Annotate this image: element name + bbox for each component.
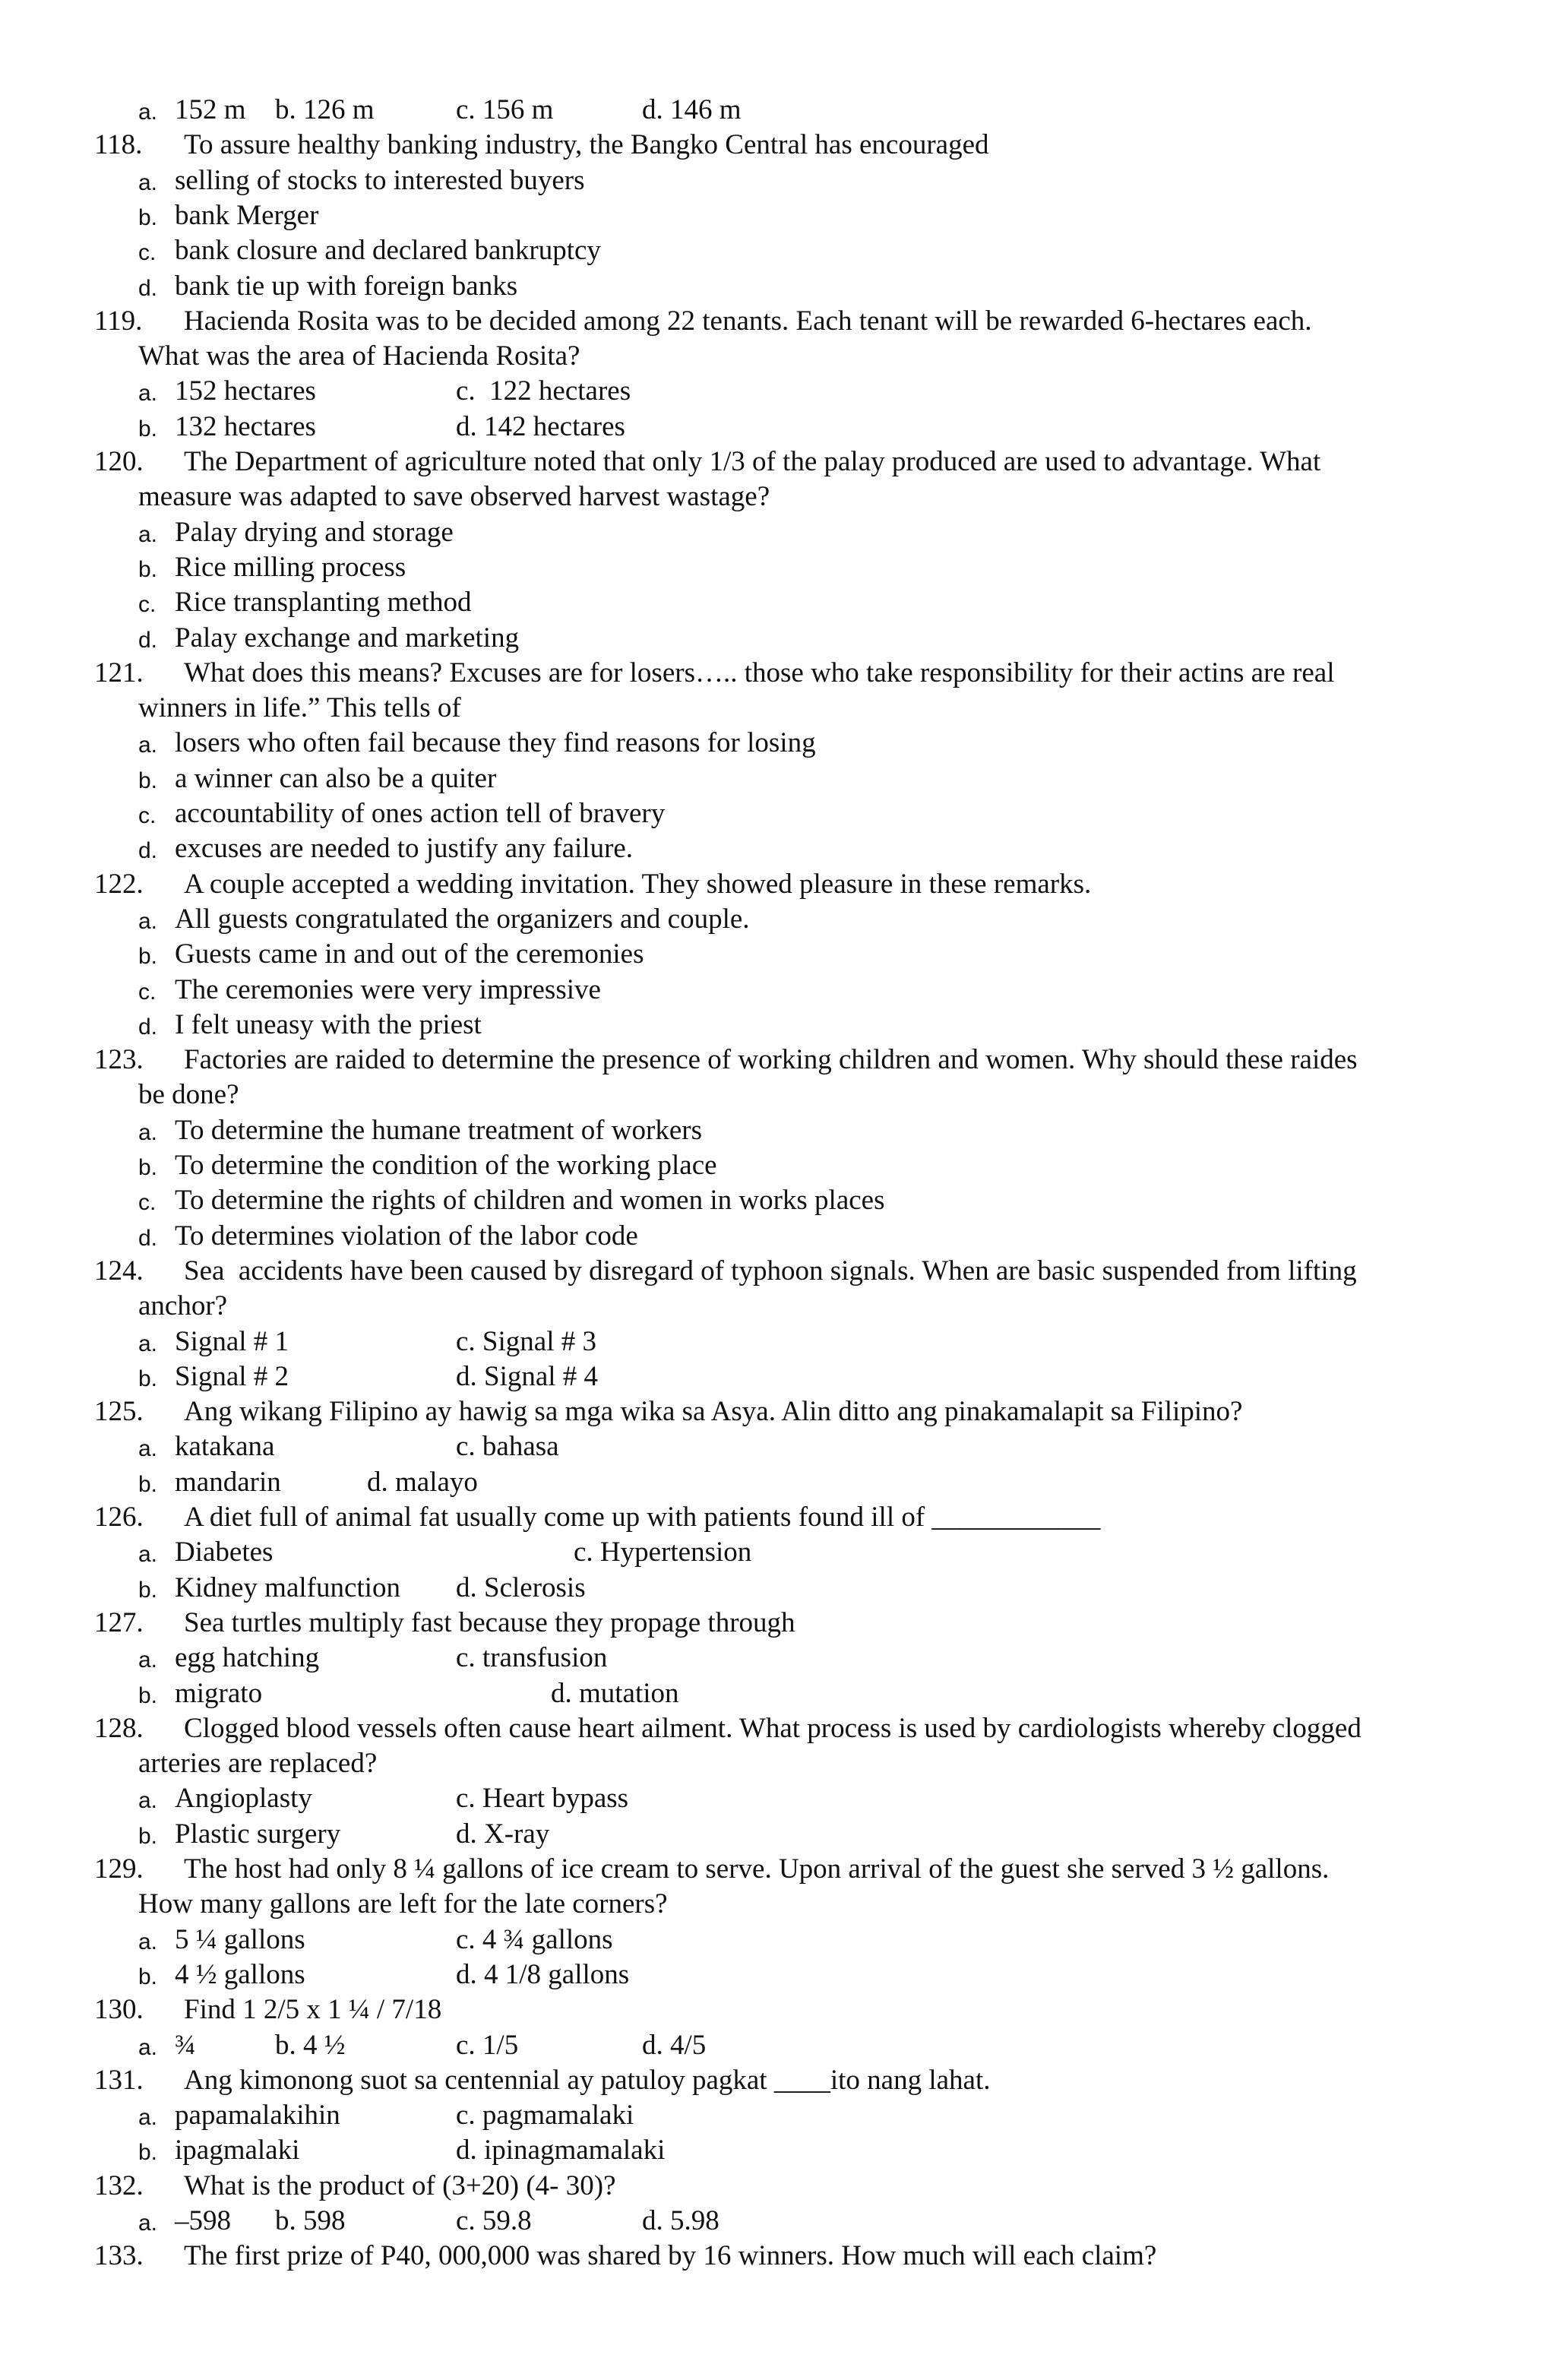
choice-text: Kidney malfunction [175, 1572, 400, 1603]
choice-text: migrato [175, 1678, 263, 1709]
question-line [0, 1992, 1556, 2027]
choice-text: ipagmalaki [175, 2135, 300, 2166]
choice-text: –598 [175, 2205, 231, 2236]
question-line [0, 1852, 1556, 1887]
question-line [0, 445, 1556, 479]
answer-choice-line [0, 1219, 1556, 1254]
choice-text: Diabetes [175, 1537, 274, 1568]
choice-letter: a. [138, 381, 158, 406]
choice-text: c. 4 ¾ gallons [456, 1924, 613, 1955]
question-line [0, 304, 1556, 339]
question-line [0, 1043, 1556, 1078]
answer-choice-line [0, 2028, 1556, 2063]
choice-letter: a. [138, 1929, 158, 1954]
answer-choice-line [0, 937, 1556, 972]
question-text: arteries are replaced? [138, 1748, 378, 1779]
choice-letter: b. [138, 1964, 158, 1989]
choice-letter: b. [138, 416, 158, 442]
choice-letter: c. [138, 980, 157, 1005]
choice-letter: c. [138, 592, 157, 617]
question-text: Clogged blood vessels often cause heart ailment. What process is used by cardiologists whereby clogged [184, 1713, 1362, 1744]
question-text: measure was adapted to save observed harvest wastage? [138, 481, 770, 512]
question-text: anchor? [138, 1290, 228, 1321]
choice-text: b. 126 m [275, 94, 375, 125]
question-line [0, 656, 1556, 691]
question-number: 123. [94, 1044, 144, 1075]
answer-choice-line [0, 973, 1556, 1008]
question-number: 121. [94, 657, 144, 688]
choice-text: I felt uneasy with the priest [175, 1009, 482, 1040]
answer-choice-line [0, 410, 1556, 445]
question-number: 124. [94, 1255, 144, 1287]
choice-text: d. malayo [367, 1467, 478, 1498]
choice-letter: d. [138, 838, 158, 863]
choice-text: c. transfusion [456, 1642, 608, 1673]
question-continuation [0, 1746, 1556, 1781]
question-continuation [0, 339, 1556, 374]
question-number: 127. [94, 1607, 144, 1638]
answer-choice-line [0, 1641, 1556, 1676]
answer-choice-line [0, 1923, 1556, 1957]
question-number: 119. [94, 305, 143, 337]
answer-choice-line [0, 163, 1556, 198]
question-text: How many gallons are left for the late corners? [138, 1888, 668, 1920]
choice-text: Guests came in and out of the ceremonies [175, 938, 644, 970]
answer-choice-line [0, 93, 1556, 128]
choice-text: c. Signal # 3 [456, 1326, 596, 1357]
question-line [0, 1711, 1556, 1746]
answer-choice-line [0, 2204, 1556, 2239]
choice-text: d. mutation [551, 1678, 679, 1709]
answer-choice-line [0, 1676, 1556, 1711]
answer-choice-line [0, 761, 1556, 796]
choice-text: d. 5.98 [642, 2205, 719, 2236]
question-line [0, 128, 1556, 163]
choice-letter: c. [138, 803, 157, 828]
question-text: A couple accepted a wedding invitation. They showed pleasure in these remarks. [184, 869, 1092, 900]
question-line [0, 2239, 1556, 2274]
answer-choice-line [0, 198, 1556, 233]
choice-text: 132 hectares [175, 411, 316, 442]
choice-letter: a. [138, 522, 158, 547]
choice-letter: a. [138, 2211, 158, 2236]
choice-letter: b. [138, 1824, 158, 1849]
question-line [0, 2169, 1556, 2204]
question-text: Sea turtles multiply fast because they propage through [184, 1607, 795, 1638]
question-number: 120. [94, 446, 144, 477]
choice-text: d. 4 1/8 gallons [456, 1959, 630, 1990]
choice-letter: b. [138, 768, 158, 793]
question-text: Factories are raided to determine the presence of working children and women. Why should these raides [184, 1044, 1358, 1075]
question-text: be done? [138, 1079, 239, 1110]
choice-text: d. 142 hectares [456, 411, 625, 442]
answer-choice-line [0, 2133, 1556, 2168]
choice-text: bank Merger [175, 200, 319, 231]
choice-letter: b. [138, 1366, 158, 1391]
answer-choice-line [0, 1113, 1556, 1148]
question-text: Ang wikang Filipino ay hawig sa mga wika sa Asya. Alin ditto ang pinakamalapit sa Filipino? [184, 1396, 1243, 1427]
choice-text: To determine the condition of the working place [175, 1150, 717, 1181]
choice-text: 152 hectares [175, 375, 316, 407]
question-line [0, 1254, 1556, 1289]
answer-choice-line [0, 796, 1556, 831]
choice-letter: a. [138, 909, 158, 934]
choice-text: d. 4/5 [642, 2030, 707, 2061]
choice-text: losers who often fail because they find reasons for losing [175, 727, 816, 758]
question-text: Sea accidents have been caused by disregard of typhoon signals. When are basic suspended from lifting [184, 1255, 1357, 1287]
answer-choice-line [0, 902, 1556, 937]
choice-letter: c. [138, 1190, 157, 1215]
question-text: The host had only 8 ¼ gallons of ice cream to serve. Upon arrival of the guest she served 3 ½ gallons. [184, 1853, 1330, 1885]
answer-choice-line [0, 1325, 1556, 1359]
answer-choice-line [0, 2098, 1556, 2133]
choice-text: bank closure and declared bankruptcy [175, 235, 601, 266]
question-text: Find 1 2/5 x 1 ¼ / 7/18 [184, 1994, 442, 2025]
choice-letter: d. [138, 276, 158, 301]
question-number: 133. [94, 2240, 144, 2271]
answer-choice-line [0, 1429, 1556, 1464]
choice-text: Angioplasty [175, 1783, 312, 1814]
choice-text: egg hatching [175, 1642, 320, 1673]
choice-text: mandarin [175, 1467, 281, 1498]
choice-text: excuses are needed to justify any failure. [175, 833, 634, 864]
question-text: The Department of agriculture noted that only 1/3 of the palay produced are used to advantage. What [184, 446, 1321, 477]
choice-text: 4 ½ gallons [175, 1959, 305, 1990]
choice-text: The ceremonies were very impressive [175, 974, 601, 1005]
choice-letter: a. [138, 1436, 158, 1461]
answer-choice-line [0, 1781, 1556, 1816]
answer-choice-line [0, 1183, 1556, 1218]
choice-letter: d. [138, 628, 158, 653]
question-text: What does this means? Excuses are for losers….. those who take responsibility for their actins are real [184, 657, 1335, 688]
question-text: winners in life.” This tells of [138, 692, 461, 723]
question-number: 130. [94, 1994, 144, 2025]
question-line [0, 1606, 1556, 1641]
choice-letter: c. [138, 240, 157, 265]
choice-text: c. pagmamalaki [456, 2100, 634, 2131]
choice-text: Rice transplanting method [175, 587, 472, 618]
choice-text: c. 122 hectares [456, 375, 631, 407]
answer-choice-line [0, 269, 1556, 304]
question-text: What was the area of Hacienda Rosita? [138, 340, 580, 372]
question-text: To assure healthy banking industry, the Bangko Central has encouraged [184, 129, 989, 160]
choice-letter: d. [138, 1014, 158, 1040]
choice-text: selling of stocks to interested buyers [175, 165, 585, 196]
choice-text: Plastic surgery [175, 1818, 341, 1850]
choice-text: katakana [175, 1431, 275, 1462]
question-number: 128. [94, 1713, 144, 1744]
choice-text: 5 ¼ gallons [175, 1924, 305, 1955]
choice-text: c. Heart bypass [456, 1783, 629, 1814]
choice-letter: b. [138, 2140, 158, 2165]
choice-letter: b. [138, 557, 158, 582]
answer-choice-line [0, 374, 1556, 409]
question-number: 132. [94, 2170, 144, 2201]
choice-letter: a. [138, 170, 158, 195]
choice-text: Rice milling process [175, 552, 406, 583]
answer-choice-line [0, 233, 1556, 268]
choice-text: c. 156 m [456, 94, 554, 125]
choice-text: c. bahasa [456, 1431, 559, 1462]
choice-letter: b. [138, 205, 158, 230]
question-number: 126. [94, 1502, 144, 1533]
choice-text: 152 m [175, 94, 246, 125]
choice-text: a winner can also be a quiter [175, 763, 497, 794]
choice-letter: a. [138, 1788, 158, 1813]
question-continuation [0, 1289, 1556, 1324]
answer-choice-line [0, 1535, 1556, 1570]
question-continuation [0, 1887, 1556, 1922]
choice-letter: b. [138, 944, 158, 969]
question-number: 131. [94, 2065, 144, 2096]
question-continuation [0, 1078, 1556, 1112]
choice-text: Palay drying and storage [175, 517, 454, 548]
choice-text: To determines violation of the labor code [175, 1220, 638, 1252]
answer-choice-line [0, 585, 1556, 620]
answer-choice-line [0, 1008, 1556, 1043]
answer-choice-line [0, 1465, 1556, 1500]
choice-text: To determine the humane treatment of workers [175, 1115, 702, 1146]
choice-text: Signal # 1 [175, 1326, 289, 1357]
choice-letter: a. [138, 1331, 158, 1356]
question-line [0, 1500, 1556, 1535]
choice-text: d. ipinagmamalaki [456, 2135, 666, 2166]
answer-choice-line [0, 1148, 1556, 1183]
choice-letter: a. [138, 1647, 158, 1673]
choice-text: c. 59.8 [456, 2205, 532, 2236]
answer-choice-line [0, 550, 1556, 585]
choice-text: ¾ [175, 2030, 196, 2061]
choice-letter: b. [138, 1578, 158, 1603]
question-number: 129. [94, 1853, 144, 1885]
choice-text: bank tie up with foreign banks [175, 271, 518, 302]
choice-letter: b. [138, 1683, 158, 1708]
choice-letter: a. [138, 2035, 158, 2060]
question-number: 122. [94, 869, 144, 900]
answer-choice-line [0, 515, 1556, 550]
question-number: 125. [94, 1396, 144, 1427]
choice-letter: a. [138, 1542, 158, 1567]
choice-letter: a. [138, 733, 158, 758]
choice-text: Palay exchange and marketing [175, 622, 520, 654]
answer-choice-line [0, 1571, 1556, 1606]
question-line [0, 867, 1556, 902]
choice-text: accountability of ones action tell of bravery [175, 798, 666, 829]
question-text: Hacienda Rosita was to be decided among 22 tenants. Each tenant will be rewarded 6-hectares each. [184, 305, 1312, 337]
answer-choice-line [0, 1817, 1556, 1852]
choice-letter: a. [138, 2105, 158, 2130]
choice-text: c. Hypertension [574, 1537, 752, 1568]
answer-choice-line [0, 831, 1556, 866]
question-text: What is the product of (3+20) (4- 30)? [184, 2170, 616, 2201]
question-continuation [0, 479, 1556, 514]
choice-letter: b. [138, 1155, 158, 1180]
question-number: 118. [94, 129, 143, 160]
choice-text: c. 1/5 [456, 2030, 519, 2061]
choice-letter: d. [138, 1226, 158, 1251]
choice-text: d. X-ray [456, 1818, 550, 1850]
choice-text: To determine the rights of children and women in works places [175, 1185, 885, 1216]
choice-text: All guests congratulated the organizers and couple. [175, 904, 750, 935]
answer-choice-line [0, 726, 1556, 761]
question-line [0, 2063, 1556, 2098]
choice-text: d. Signal # 4 [456, 1361, 599, 1392]
question-text: The first prize of P40, 000,000 was shared by 16 winners. How much will each claim? [184, 2240, 1157, 2271]
choice-text: Signal # 2 [175, 1361, 289, 1392]
choice-letter: a. [138, 1120, 158, 1145]
choice-text: b. 598 [275, 2205, 346, 2236]
answer-choice-line [0, 1359, 1556, 1394]
question-line [0, 1394, 1556, 1429]
question-text: A diet full of animal fat usually come up with patients found ill of ____________ [184, 1502, 1101, 1533]
choice-letter: a. [138, 100, 158, 125]
answer-choice-line [0, 1957, 1556, 1992]
choice-text: papamalakihin [175, 2100, 340, 2131]
question-text: Ang kimonong suot sa centennial ay patuloy pagkat ____ito nang lahat. [184, 2065, 991, 2096]
choice-text: d. 146 m [642, 94, 742, 125]
choice-text: d. Sclerosis [456, 1572, 586, 1603]
answer-choice-line [0, 621, 1556, 656]
choice-letter: b. [138, 1472, 158, 1497]
choice-text: b. 4 ½ [275, 2030, 346, 2061]
question-continuation [0, 691, 1556, 726]
